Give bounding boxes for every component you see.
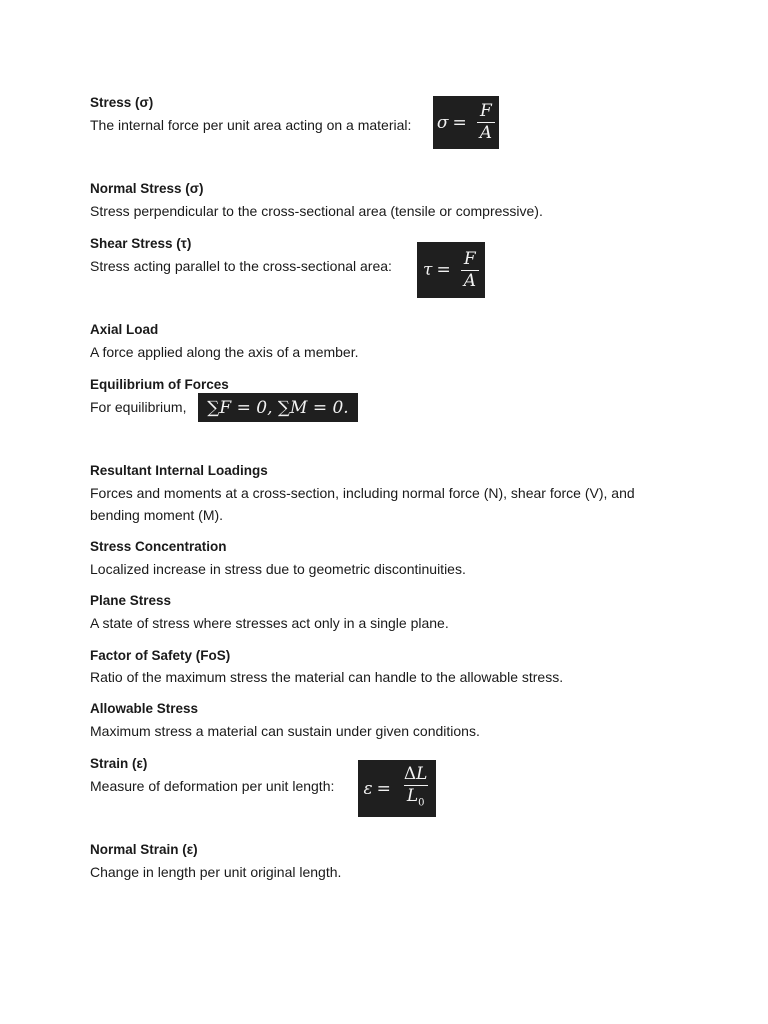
definition-strain: Measure of deformation per unit length: <box>90 778 335 794</box>
formula-strain-fraction <box>401 765 431 812</box>
formula-shear-equals: = <box>436 260 451 280</box>
definition-plane-stress: A state of stress where stresses act only in a single plane. <box>90 615 449 631</box>
term-axial-load: Axial Load <box>90 322 159 337</box>
formula-shear-denominator: A <box>461 270 479 291</box>
term-allowable-stress: Allowable Stress <box>90 701 199 716</box>
formula-equilibrium: ∑F = 0, ∑M = 0. <box>198 393 358 422</box>
term-stress-concentration: Stress Concentration <box>90 539 227 554</box>
term-shear-stress: Shear Stress (τ) <box>90 236 192 251</box>
formula-stress-fraction <box>477 102 495 143</box>
formula-strain-numerator <box>401 765 431 785</box>
definition-stress: The internal force per unit area acting on a material: <box>90 117 412 133</box>
formula-strain-den-subscript: 0 <box>418 797 425 809</box>
formula-strain-num-var: L <box>416 763 428 784</box>
formula-stress <box>433 96 499 149</box>
definition-factor-of-safety: Ratio of the maximum stress the material can handle to the allowable stress. <box>90 669 564 685</box>
formula-strain-equals: = <box>376 778 391 799</box>
formula-strain-lhs: ε <box>363 778 373 799</box>
formula-shear-lhs: τ <box>423 260 433 280</box>
formula-stress-numerator: F <box>480 101 492 121</box>
term-strain: Strain (ε) <box>90 756 148 771</box>
term-factor-of-safety: Factor of Safety (FoS) <box>90 648 231 663</box>
formula-shear-numerator: F <box>463 248 476 269</box>
definition-resultant-internal-loadings: Forces and moments at a cross-section, including normal force (N), shear force (V), and bending moment (M). <box>90 485 635 523</box>
formula-stress-denominator: A <box>477 122 495 143</box>
formula-stress-lhs: σ <box>436 112 449 133</box>
term-resultant-internal-loadings: Resultant Internal Loadings <box>90 463 268 478</box>
formula-shear-fraction <box>461 250 479 291</box>
term-normal-stress: Normal Stress (σ) <box>90 181 204 196</box>
definition-allowable-stress: Maximum stress a material can sustain under given conditions. <box>90 723 480 739</box>
formula-strain-den-var: L <box>406 785 419 806</box>
formula-stress-equals: = <box>452 112 467 133</box>
term-normal-strain: Normal Strain (ε) <box>90 842 198 857</box>
formula-strain-denominator <box>404 785 428 812</box>
definition-normal-stress: Stress perpendicular to the cross-sectional area (tensile or compressive). <box>90 203 543 219</box>
definition-stress-concentration: Localized increase in stress due to geometric discontinuities. <box>90 561 466 577</box>
term-stress: Stress (σ) <box>90 95 154 110</box>
formula-strain <box>358 760 436 817</box>
definition-normal-strain: Change in length per unit original length. <box>90 864 342 880</box>
formula-shear-stress <box>417 242 485 298</box>
term-plane-stress: Plane Stress <box>90 593 172 608</box>
formula-strain-delta: Δ <box>403 763 417 784</box>
definition-shear-stress: Stress acting parallel to the cross-sectional area: <box>90 258 392 274</box>
definition-equilibrium: For equilibrium, <box>90 399 187 415</box>
term-equilibrium: Equilibrium of Forces <box>90 377 229 392</box>
definition-axial-load: A force applied along the axis of a member. <box>90 344 359 360</box>
